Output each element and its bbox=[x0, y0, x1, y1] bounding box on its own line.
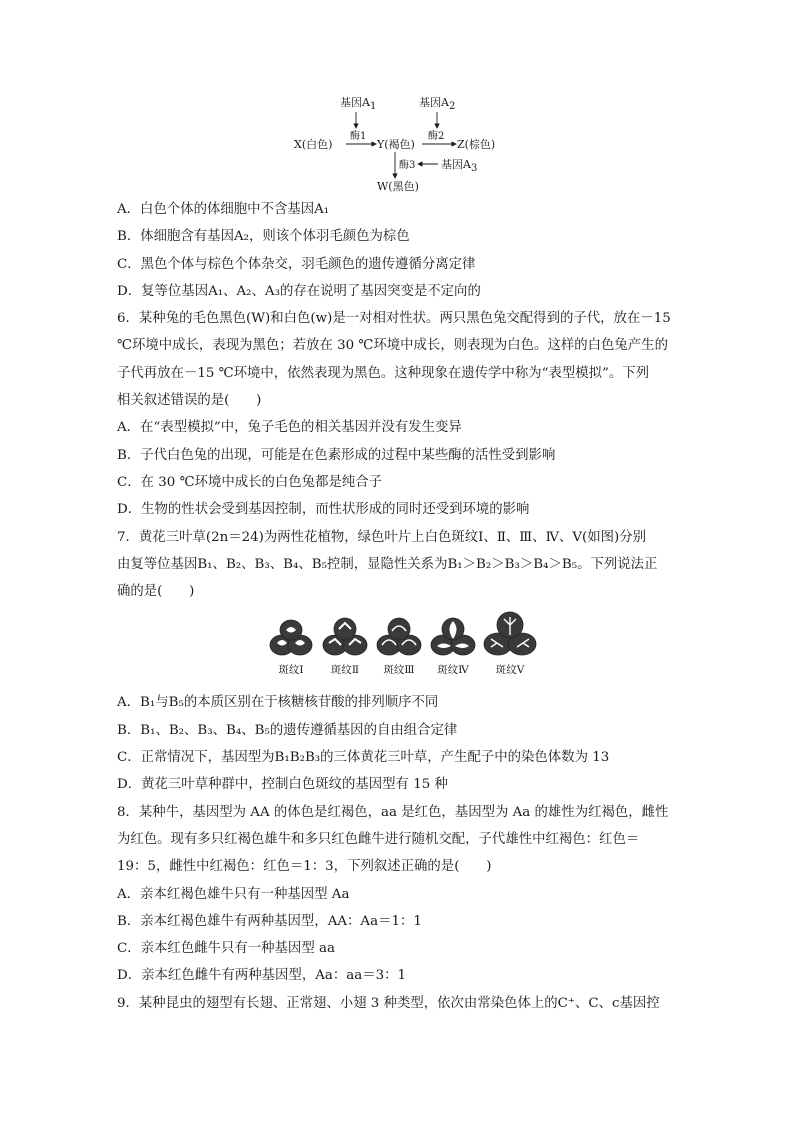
q6-option-b: B．子代白色兔的出现，可能是在色素形成的过程中某些酶的活性受到影响 bbox=[117, 447, 556, 463]
q6-stem-line: 相关叙述错误的是( ) bbox=[117, 393, 262, 409]
enzyme2-label: 酶2 bbox=[428, 131, 445, 142]
q5-option-b: B．体细胞含有基因A₂，则该个体羽毛颜色为棕色 bbox=[117, 229, 410, 245]
q8-option-b: B．亲本红褐色雄牛有两种基因型，AA：Aa＝1：1 bbox=[117, 913, 422, 929]
leaf-pattern-1-icon bbox=[265, 615, 317, 659]
node-z: Z(棕色) bbox=[457, 138, 496, 151]
leaf-pattern-1-label: 斑纹Ⅰ bbox=[278, 664, 304, 677]
node-w: W(黑色) bbox=[377, 180, 419, 193]
leaf-pattern-2-label: 斑纹Ⅱ bbox=[330, 664, 360, 677]
q8-option-c: C．亲本红色雌牛只有一种基因型 aa bbox=[117, 941, 335, 957]
leaf-pattern-5-label: 斑纹Ⅴ bbox=[495, 664, 525, 677]
node-x: X(白色) bbox=[294, 138, 333, 151]
gene-a2-label: 基因A2 bbox=[419, 96, 456, 112]
q6-option-d: D．生物的性状会受到基因控制，而性状形成的同时还受到环境的影响 bbox=[117, 502, 530, 518]
q8-stem-line: 为红色。现有多只红褐色雄牛和多只红色雌牛进行随机交配，子代雄性中红褐色：红色＝ bbox=[117, 831, 640, 847]
gene-a3-label: 基因A3 bbox=[441, 158, 478, 174]
leaf-pattern-3-icon bbox=[373, 615, 425, 659]
leaf-pattern-4-icon bbox=[427, 615, 479, 659]
q7-stem-line: 由复等位基因B₁、B₂、B₃、B₄、B₅控制，显隐性关系为B₁＞B₂＞B₃＞B₄＞B₅。下列说法正 bbox=[117, 556, 658, 572]
q5-option-c: C．黑色个体与棕色个体杂交，羽毛颜色的遗传遵循分离定律 bbox=[117, 256, 476, 272]
q6-stem-line: ℃环境中成长，表现为黑色；若放在 30 ℃环境中成长，则表现为白色。这样的白色兔产生的 bbox=[117, 338, 668, 354]
q5-option-a: A．白色个体的体细胞中不含基因A₁ bbox=[117, 202, 330, 217]
question-content bbox=[117, 196, 682, 1017]
leaf-pattern-4-label: 斑纹Ⅳ bbox=[437, 664, 469, 677]
q8-stem-line: 19：5，雌性中红褐色：红色＝1：3，下列叙述正确的是( ) bbox=[117, 859, 492, 875]
q7-option-c: C．正常情况下，基因型为B₁B₂B₃的三体黄花三叶草，产生配子中的染色体数为 13 bbox=[117, 750, 610, 766]
q6-option-a: A．在“表型模拟”中，兔子毛色的相关基因并没有发生变异 bbox=[117, 420, 462, 436]
leaf-pattern-figure bbox=[117, 613, 682, 685]
q9-stem-line: 9．某种昆虫的翅型有长翅、正常翅、小翅 3 种类型，依次由常染色体上的C⁺、C、c基因控 bbox=[117, 995, 660, 1011]
q6-stem-line: 6．某种兔的毛色黑色(W)和白色(w)是一对相对性状。两只黑色兔交配得到的子代，放在－15 bbox=[117, 311, 671, 327]
gene-a1-label: 基因A1 bbox=[340, 96, 377, 112]
q8-option-d: D．亲本红色雌牛有两种基因型，Aa：aa＝3：1 bbox=[117, 968, 407, 984]
q6-option-c: C．在 30 ℃环境中成长的白色兔都是纯合子 bbox=[117, 474, 383, 490]
q7-option-a: A．B₁与B₅的本质区别在于核糖核苷酸的排列顺序不同 bbox=[117, 695, 439, 711]
enzyme3-label: 酶3 bbox=[399, 160, 416, 171]
q8-option-a: A．亲本红褐色雄牛只有一种基因型 Aa bbox=[117, 886, 350, 902]
q8-stem-line: 8．某种牛，基因型为 AA 的体色是红褐色，aa 是红色，基因型为 Aa 的雄性为红褐色，雌性 bbox=[117, 804, 669, 820]
q7-option-d: D．黄花三叶草种群中，控制白色斑纹的基因型有 15 种 bbox=[117, 777, 448, 793]
enzyme1-label: 酶1 bbox=[350, 131, 367, 142]
q5-option-d: D．复等位基因A₁、A₂、A₃的存在说明了基因突变是不定向的 bbox=[117, 283, 481, 299]
leaf-pattern-5-icon bbox=[481, 609, 539, 659]
leaf-pattern-2-icon bbox=[319, 615, 371, 659]
q6-stem-line: 子代再放在－15 ℃环境中，依然表现为黑色。这种现象在遗传学中称为“表型模拟”。下列 bbox=[117, 365, 650, 381]
pathway-diagram bbox=[280, 86, 520, 198]
q7-stem-line: 7．黄花三叶草(2n＝24)为两性花植物，绿色叶片上白色斑纹Ⅰ、Ⅱ、Ⅲ、Ⅳ、Ⅴ(如图)分别 bbox=[117, 529, 647, 545]
leaf-pattern-3-label: 斑纹Ⅲ bbox=[383, 664, 415, 677]
node-y: Y(褐色) bbox=[377, 138, 415, 151]
q7-stem-line: 确的是( ) bbox=[117, 584, 195, 600]
q7-option-b: B．B₁、B₂、B₃、B₄、B₅的遗传遵循基因的自由组合定律 bbox=[117, 722, 458, 738]
